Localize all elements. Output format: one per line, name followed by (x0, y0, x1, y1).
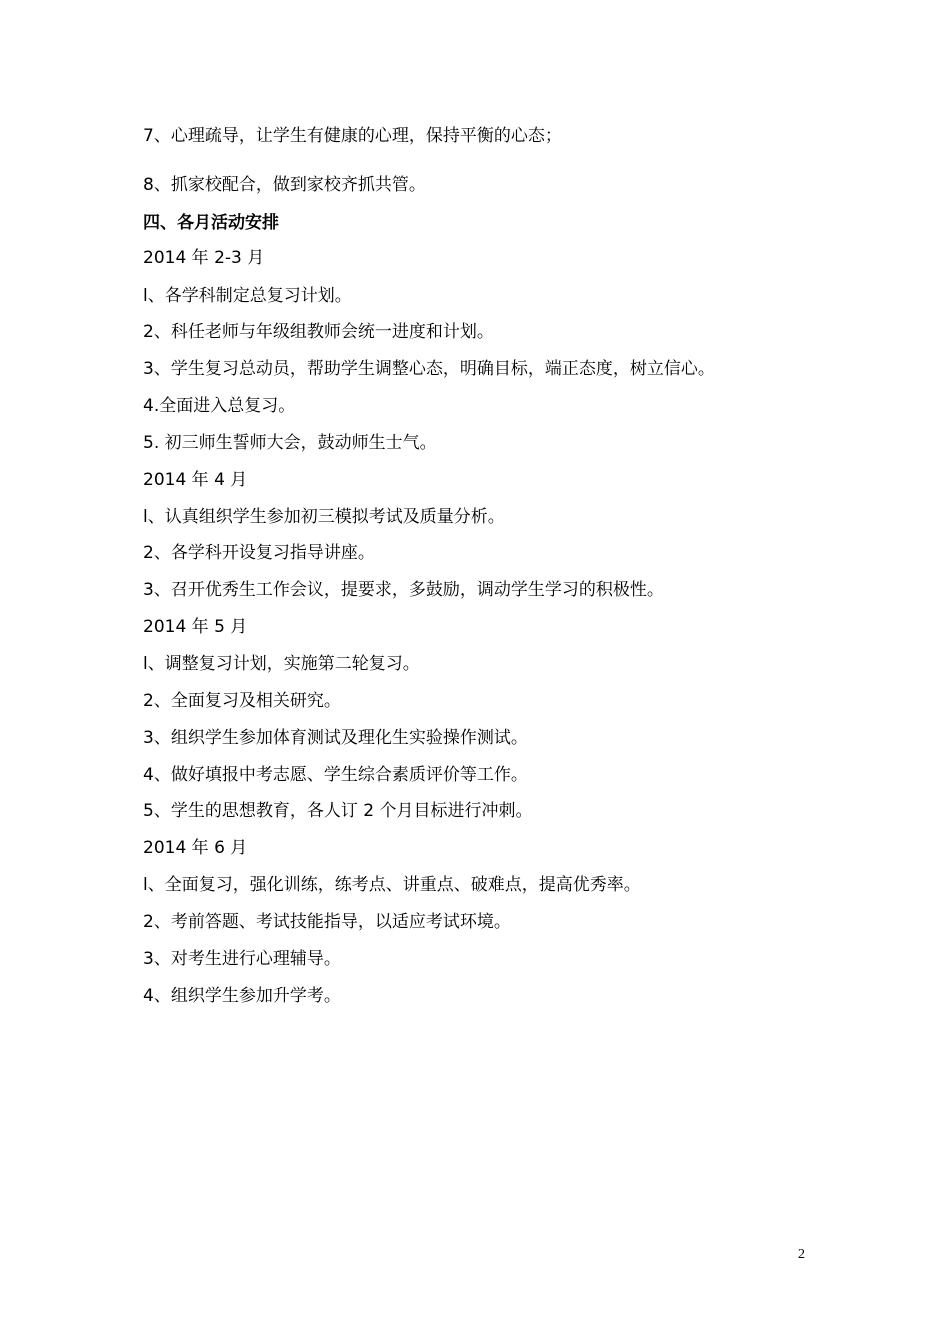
list-item: l、全面复习，强化训练，练考点、讲重点、破难点，提高优秀率。 (143, 875, 641, 895)
list-item: 5、学生的思想教育，各人订 2 个月目标进行冲刺。 (143, 801, 533, 821)
month-heading: 2014 年 4 月 (143, 470, 248, 490)
list-item: 3、组织学生参加体育测试及理化生实验操作测试。 (143, 728, 528, 748)
page-number: 2 (798, 1247, 805, 1262)
list-item: 4.全面进入总复习。 (143, 396, 296, 416)
list-item: 3、对考生进行心理辅导。 (143, 949, 341, 969)
month-heading: 2014 年 6 月 (143, 838, 248, 858)
list-item: l、调整复习计划，实施第二轮复习。 (143, 654, 420, 674)
list-item: 4、组织学生参加升学考。 (143, 986, 341, 1006)
month-heading: 2014 年 5 月 (143, 617, 248, 637)
list-item: 2、全面复习及相关研究。 (143, 691, 341, 711)
list-item: 8、抓家校配合，做到家校齐抓共管。 (143, 175, 426, 195)
list-item: 3、学生复习总动员，帮助学生调整心态，明确目标，端正态度，树立信心。 (143, 359, 715, 379)
list-item: 5. 初三师生誓师大会，鼓动师生士气。 (143, 433, 437, 453)
list-item: 2、考前答题、考试技能指导，以适应考试环境。 (143, 912, 511, 932)
list-item: 7、心理疏导，让学生有健康的心理，保持平衡的心态； (143, 126, 562, 146)
list-item: l、认真组织学生参加初三模拟考试及质量分析。 (143, 507, 505, 527)
list-item: 4、做好填报中考志愿、学生综合素质评价等工作。 (143, 765, 528, 785)
list-item: 2、科任老师与年级组教师会统一进度和计划。 (143, 322, 494, 342)
list-item: 3、召开优秀生工作会议，提要求，多鼓励，调动学生学习的积极性。 (143, 580, 664, 600)
section-heading: 四、各月活动安排 (143, 213, 279, 233)
month-heading: 2014 年 2-3 月 (143, 248, 265, 268)
list-item: l、各学科制定总复习计划。 (143, 286, 352, 306)
list-item: 2、各学科开设复习指导讲座。 (143, 543, 375, 563)
